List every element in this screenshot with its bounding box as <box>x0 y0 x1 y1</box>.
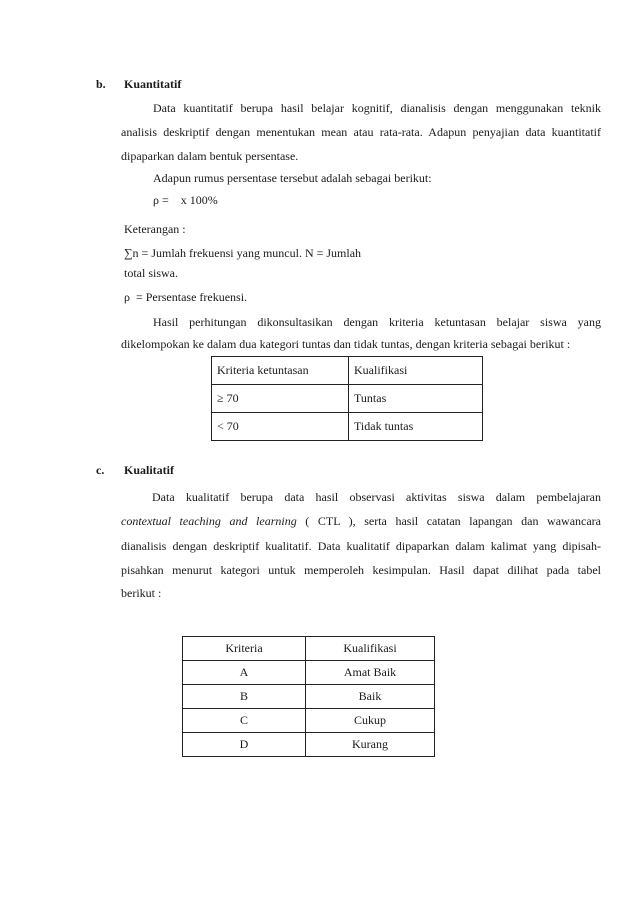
table-header-cell: Kriteria ketuntasan <box>212 357 349 385</box>
section-c-letter: c. <box>96 463 105 477</box>
table-row <box>212 413 483 441</box>
table-cell: ≥ 70 <box>212 385 349 413</box>
section-c-para1-line5: berikut : <box>121 586 162 600</box>
table-header-cell: Kriteria <box>183 637 306 661</box>
keterangan-item: ∑n = Jumlah frekuensi yang muncul. N = Jumlah <box>124 246 362 260</box>
ketuntasan-table <box>211 356 483 441</box>
table-cell: A <box>183 661 306 685</box>
section-b-para1-line2: analisis deskriptif dengan menentukan mean atau rata-rata. Adapun penyajian data kuantitatif <box>121 125 601 139</box>
table-header-cell: Kualifikasi <box>349 357 483 385</box>
section-c-para1-line1: Data kualitatif berupa data hasil observasi aktivitas siswa dalam pembelajaran <box>152 490 601 504</box>
table-cell: Amat Baik <box>306 661 435 685</box>
section-b-title: Kuantitatif <box>124 77 182 91</box>
section-c-para1-line4: pisahkan menurut kategori untuk memperoleh kesimpulan. Hasil dapat dilihat pada tabel <box>121 563 601 577</box>
table-row <box>212 385 483 413</box>
table-header-row <box>212 357 483 385</box>
table-cell: Tuntas <box>349 385 483 413</box>
table-row <box>183 661 435 685</box>
table-cell: C <box>183 709 306 733</box>
section-c-title: Kualitatif <box>124 463 174 477</box>
table-cell: Tidak tuntas <box>349 413 483 441</box>
section-b-para1-line3: dipaparkan dalam bentuk persentase. <box>121 149 299 163</box>
table-header-row <box>183 637 435 661</box>
kualitatif-table <box>182 636 435 757</box>
percentage-formula: ρ = x 100% <box>153 193 218 207</box>
section-b-letter: b. <box>96 77 106 91</box>
section-b-para1-line1: Data kuantitatif berupa hasil belajar kognitif, dianalisis dengan menggunakan teknik <box>153 101 601 115</box>
table-cell: B <box>183 685 306 709</box>
section-c-para1-line3: dianalisis dengan deskriptif kualitatif. Data kualitatif dipaparkan dalam kalimat yang dipisah- <box>121 539 601 553</box>
table-row <box>183 733 435 757</box>
table-header-cell: Kualifikasi <box>306 637 435 661</box>
section-b-para2: Adapun rumus persentase tersebut adalah sebagai berikut: <box>153 171 432 185</box>
section-c-para1-line2-rest: ( CTL ), serta hasil catatan lapangan dan wawancara <box>305 514 601 528</box>
keterangan-label: Keterangan : <box>124 222 186 236</box>
table-row <box>183 709 435 733</box>
table-cell: Baik <box>306 685 435 709</box>
table-cell: < 70 <box>212 413 349 441</box>
keterangan-item: total siswa. <box>124 266 178 280</box>
table-cell: Cukup <box>306 709 435 733</box>
section-b-para3-line1: Hasil perhitungan dikonsultasikan dengan kriteria ketuntasan belajar siswa yang <box>153 315 601 329</box>
section-b-para3-line2: dikelompokan ke dalam dua kategori tuntas dan tidak tuntas, dengan kriteria sebagai berikut : <box>121 337 571 351</box>
table-cell: D <box>183 733 306 757</box>
keterangan-item: ρ = Persentase frekuensi. <box>124 290 248 304</box>
table-cell: Kurang <box>306 733 435 757</box>
ctl-term: contextual teaching and learning <box>121 514 297 528</box>
section-c-para1-line2 <box>121 514 601 528</box>
table-row <box>183 685 435 709</box>
